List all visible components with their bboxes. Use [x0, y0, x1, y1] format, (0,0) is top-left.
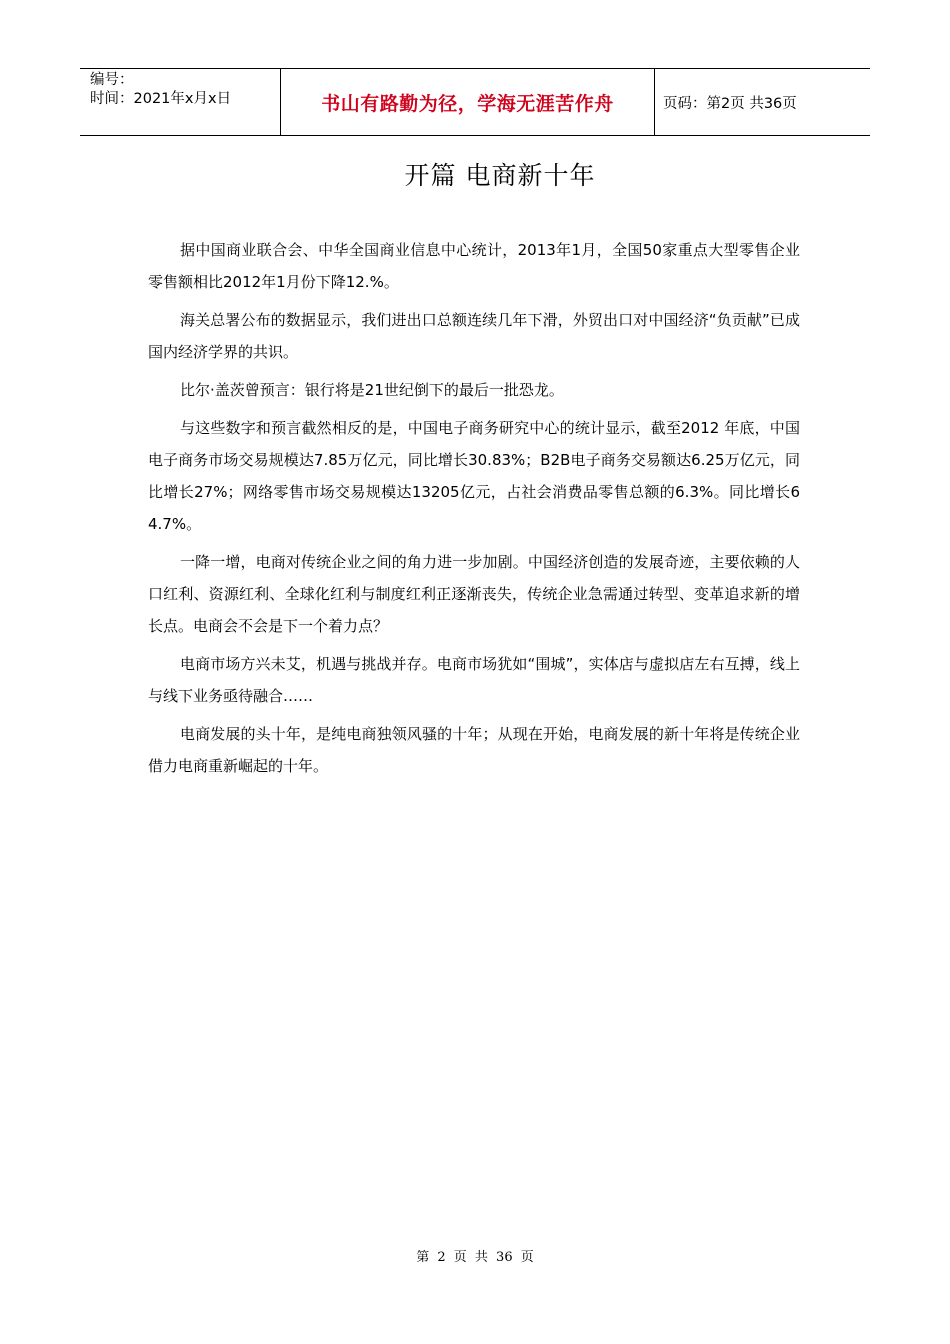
document-number-label: 编号： — [90, 72, 134, 88]
paragraph: 海关总署公布的数据显示，我们进出口总额连续几年下滑，外贸出口对中国经济“负贡献”已成国内经济学界的共识。 — [148, 311, 800, 361]
page-title: 开篇 电商新十年 — [404, 161, 596, 190]
paragraph: 据中国商业联合会、中华全国商业信息中心统计，2013年1月，全国50家重点大型零售企业零售额相比2012年1月份下降12.%。 — [148, 241, 800, 291]
paragraph: 与这些数字和预言截然相反的是，中国电子商务研究中心的统计显示，截至2012 年底，中国电子商务市场交易规模达7.85万亿元，同比增长30.83%；B2B电子商务交易额达6.25万亿元，同比增长27%；网络零售市场交易规模达13205亿元，占社会消费品零售总额的6.3%。同比增长64.7%。 — [148, 419, 800, 533]
body-text — [148, 234, 800, 788]
paragraph: 电商发展的头十年，是纯电商独领风骚的十年；从现在开始，电商发展的新十年将是传统企业借力电商重新崛起的十年。 — [148, 725, 800, 775]
page-footer: 第 2 页 共 36 页 — [416, 1250, 534, 1265]
header-meta-cell — [80, 69, 281, 135]
paragraph: 一降一增，电商对传统企业之间的角力进一步加剧。中国经济创造的发展奇迹，主要依赖的人口红利、资源红利、全球化红利与制度红利正逐渐丧失，传统企业急需通过转型、变革追求新的增长点。电商会不会是下一个着力点？ — [148, 553, 800, 635]
paragraph: 比尔·盖茨曾预言：银行将是21世纪倒下的最后一批恐龙。 — [180, 381, 564, 399]
header-page-info: 页码：第2页 共36页 — [663, 95, 797, 112]
header-table — [80, 68, 870, 136]
header-motto: 书山有路勤为径，学海无涯苦作舟 — [281, 69, 655, 135]
paragraph: 电商市场方兴未艾，机遇与挑战并存。电商市场犹如“围城”，实体店与虚拟店左右互搏，线上与线下业务亟待融合…… — [148, 655, 800, 705]
document-date-label: 时间：2021年x月x日 — [90, 91, 232, 107]
